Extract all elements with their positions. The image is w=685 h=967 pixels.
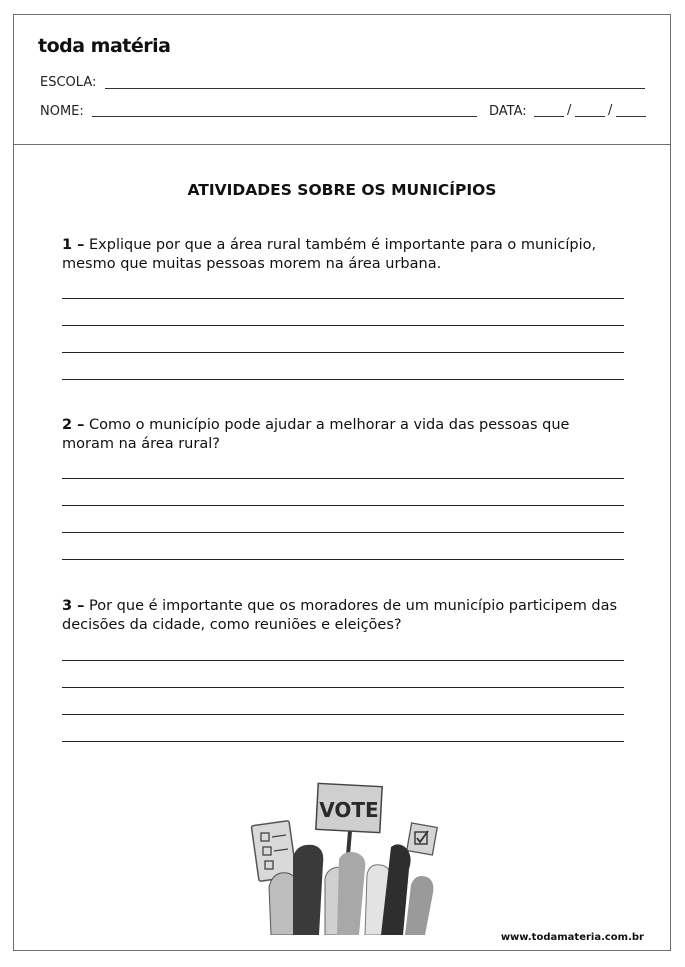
- answer-line[interactable]: [62, 352, 624, 353]
- answer-line[interactable]: [62, 478, 624, 479]
- name-label: NOME:: [40, 104, 84, 119]
- logo: toda matéria: [38, 35, 171, 57]
- answer-line[interactable]: [62, 687, 624, 688]
- date-day-field[interactable]: [534, 116, 564, 117]
- answer-line[interactable]: [62, 532, 624, 533]
- answer-line[interactable]: [62, 559, 624, 560]
- answer-line[interactable]: [62, 505, 624, 506]
- question-1: [62, 236, 622, 274]
- date-separator: /: [608, 103, 613, 118]
- school-field[interactable]: [105, 88, 645, 89]
- answer-line[interactable]: [62, 298, 624, 299]
- answer-line[interactable]: [62, 325, 624, 326]
- question-3: [62, 597, 622, 635]
- website-url: www.todamateria.com.br: [500, 932, 644, 943]
- vote-hands-illustration: [239, 767, 439, 935]
- question-text: Como o município pode ajudar a melhorar a vida das pessoas que moram na área rural?: [62, 417, 570, 452]
- vote-sign-text: VOTE: [319, 798, 379, 822]
- date-month-field[interactable]: [575, 116, 605, 117]
- school-label: ESCOLA:: [40, 75, 97, 90]
- question-number: 3 –: [62, 598, 85, 614]
- answer-line[interactable]: [62, 379, 624, 380]
- question-2: [62, 416, 622, 454]
- date-label: DATA:: [489, 104, 527, 119]
- answer-line[interactable]: [62, 714, 624, 715]
- checkbox-icon: [407, 823, 437, 855]
- header: [14, 15, 670, 145]
- worksheet: [13, 14, 671, 951]
- name-field[interactable]: [92, 116, 477, 117]
- question-number: 1 –: [62, 237, 85, 253]
- date-year-field[interactable]: [616, 116, 646, 117]
- raised-hands: [269, 844, 433, 935]
- worksheet-title: ATIVIDADES SOBRE OS MUNICÍPIOS: [187, 181, 497, 199]
- question-text: Por que é importante que os moradores de um município participem das decisões da cidade, como reuniões e eleições?: [62, 598, 618, 633]
- question-number: 2 –: [62, 417, 85, 433]
- date-separator: /: [567, 103, 572, 118]
- question-text: Explique por que a área rural também é importante para o município, mesmo que muitas pessoas morem na área urbana.: [62, 237, 597, 272]
- answer-line[interactable]: [62, 741, 624, 742]
- answer-line[interactable]: [62, 660, 624, 661]
- ballot-icon: [251, 821, 296, 882]
